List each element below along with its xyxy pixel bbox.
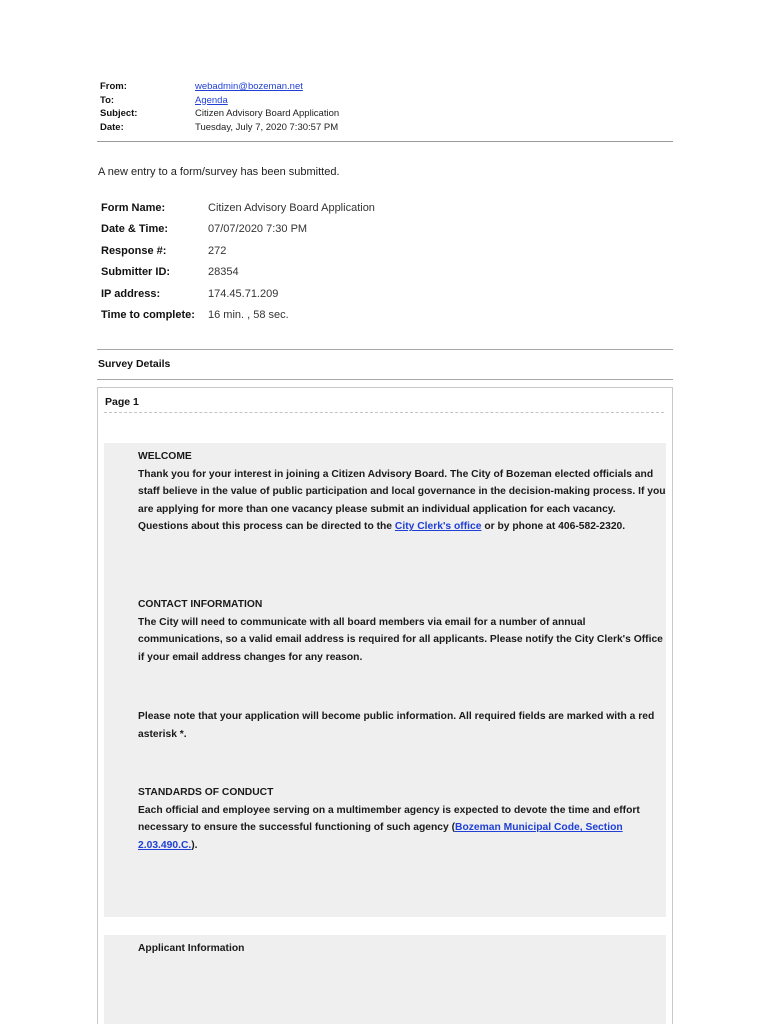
welcome-heading: WELCOME — [138, 451, 192, 462]
section-divider-bottom — [97, 379, 673, 380]
subject-value: Citizen Advisory Board Application — [195, 108, 340, 119]
to-row — [100, 94, 675, 108]
date-label: Date: — [100, 121, 124, 133]
standards-block — [138, 784, 666, 854]
subject-label: Subject: — [100, 108, 138, 119]
time-row — [101, 305, 375, 326]
public-info-text: Please note that your application will become public information. All required fields are marked with a red asterisk *. — [138, 711, 655, 740]
form-name-row — [101, 198, 375, 219]
time-value: 16 min. , 58 sec. — [208, 308, 289, 321]
response-row — [101, 241, 375, 262]
to-label: To: — [100, 94, 115, 106]
form-name-label: Form Name: — [101, 202, 166, 214]
standards-text-start: Each official and employee serving on a multimember agency is expected to devote the time and effort necessary to ensure the successful functioning of such agency ( — [138, 804, 640, 834]
date-value: Tuesday, July 7, 2020 7:30:57 PM — [195, 121, 339, 133]
submitter-value: 28354 — [208, 266, 239, 279]
standards-heading: STANDARDS OF CONDUCT — [138, 787, 274, 798]
header-divider — [97, 141, 673, 142]
ip-value: 174.45.71.209 — [208, 287, 279, 300]
datetime-row — [101, 219, 375, 240]
welcome-text-start: Thank you for your interest in joining a Citizen Advisory Board. The City of Bozeman elected officials and staff believe in the value of public participation and local governance in the decision-making process. If you are applying for more than one vacancy please submit an individual application for each vacancy. Questions about this process can be directed to the — [138, 468, 666, 533]
ip-label: IP address: — [101, 287, 161, 300]
survey-details-title: Survey Details — [98, 358, 171, 370]
section-divider-top — [97, 349, 673, 350]
standards-text-end: ). — [191, 839, 198, 851]
from-link[interactable]: webadmin@bozeman.net — [195, 81, 303, 92]
submission-details — [101, 198, 375, 326]
municipal-code-link[interactable]: Bozeman Municipal Code, Section 2.03.490.C. — [138, 822, 623, 851]
welcome-block — [138, 448, 666, 536]
response-value: 272 — [208, 244, 227, 257]
city-clerk-link[interactable]: City Clerk's office — [394, 521, 482, 533]
contact-text: The City will need to communicate with all board members via email for a number of annual communications, so a valid email address is required for all applicants. Please notify the City Clerk's Office if your email address changes for any reason. — [138, 616, 663, 663]
response-label: Response #: — [101, 244, 167, 257]
datetime-value: 07/07/2020 7:30 PM — [208, 223, 308, 236]
page-1-title: Page 1 — [105, 396, 139, 408]
email-header — [100, 80, 675, 134]
applicant-heading: Applicant Information — [138, 943, 245, 954]
contact-heading: CONTACT INFORMATION — [138, 599, 263, 610]
datetime-label: Date & Time: — [101, 223, 169, 236]
subject-row — [100, 107, 675, 121]
form-name-value: Citizen Advisory Board Application — [208, 202, 375, 214]
intro-text: A new entry to a form/survey has been submitted. — [98, 166, 340, 178]
submitter-label: Submitter ID: — [101, 266, 171, 279]
page-1-panel — [97, 387, 673, 1024]
public-info-note — [138, 708, 666, 743]
date-row — [100, 121, 675, 135]
from-row — [100, 80, 675, 94]
submitter-row — [101, 262, 375, 283]
time-label: Time to complete: — [101, 308, 195, 321]
ip-row — [101, 284, 375, 305]
panel-dashed-divider — [104, 412, 664, 413]
to-link[interactable]: Agenda — [195, 94, 228, 106]
applicant-block — [138, 940, 666, 958]
contact-block — [138, 596, 666, 666]
from-label: From: — [100, 81, 127, 92]
welcome-text-end: or by phone at 406-582-2320. — [481, 521, 626, 533]
